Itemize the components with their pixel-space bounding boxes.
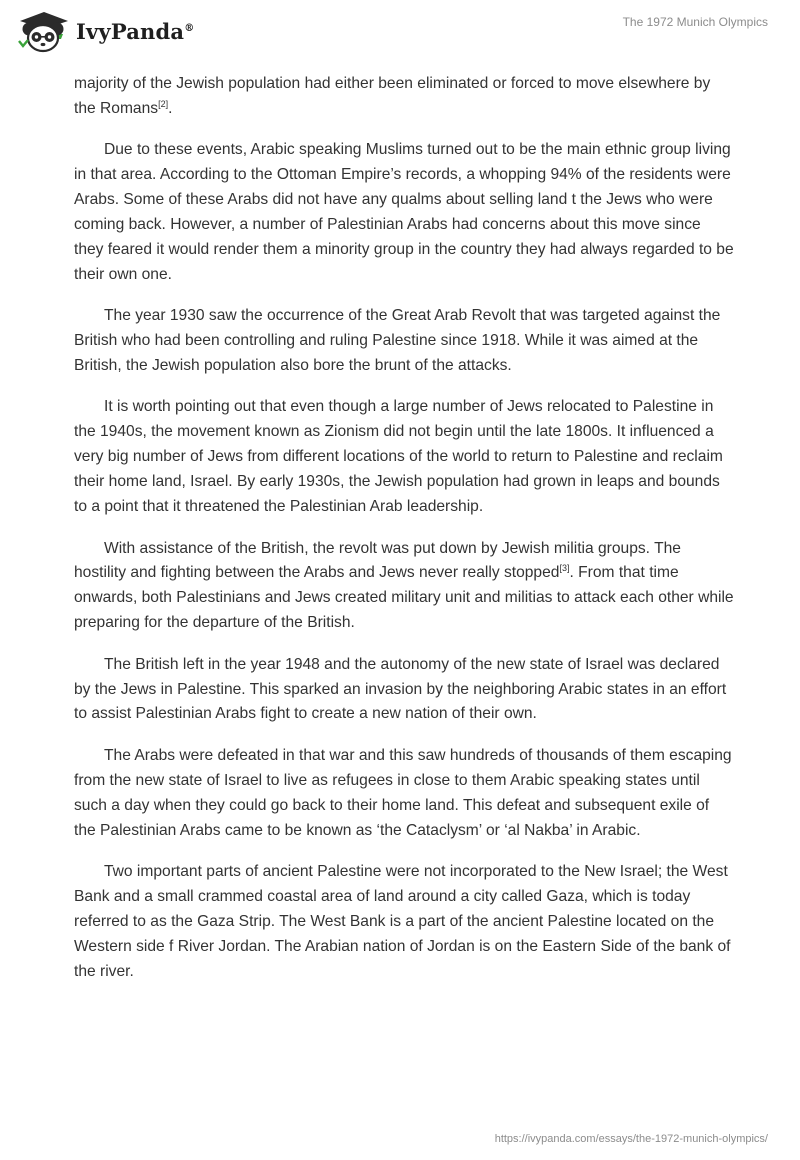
- paragraph-1: majority of the Jewish population had either been eliminated or forced to move elsewhere by the Romans[2].: [74, 75, 711, 117]
- paragraph-4: It is worth pointing out that even though a large number of Jews relocated to Palestine in the 1940s, the movement known as Zionism did not begin until the late 1800s. It influenced a very big number of Jews from different locations of the world to return to Palestine and reclaim their home land, Israel. By early 1930s, the Jewish population had grown in leaps and bounds to a point that it threatened the Palestinian Arab leadership.: [74, 398, 723, 516]
- paragraph-5: With assistance of the British, the revolt was put down by Jewish militia groups. The hostility and fighting between the Arabs and Jews never really stopped[3]. From that time onwards, both Palestinians and Jews created military unit and militias to attack each other while preparing for the departure of the British.: [74, 539, 734, 632]
- essay-body: [74, 72, 734, 1001]
- source-url[interactable]: https://ivypanda.com/essays/the-1972-munich-olympics/: [494, 1133, 768, 1145]
- brand-name: IvyPanda®: [76, 18, 195, 44]
- panda-graduate-logo-icon: [14, 8, 70, 54]
- paragraph-7: The Arabs were defeated in that war and this saw hundreds of thousands of them escaping from the new state of Israel to live as refugees in close to them Arabic speaking states until such a day when they could go back to their home land. This defeat and subsequent exile of the Palestinian Arabs came to be known as ‘the Cataclysm’ or ‘al Nakba’ in Arabic.: [74, 746, 732, 839]
- site-logo[interactable]: [14, 8, 194, 54]
- paragraph-8: Two important parts of ancient Palestine were not incorporated to the New Israel; the West Bank and a small crammed coastal area of land around a city called Gaza, which is today referred to as the Gaza Strip. The West Bank is a part of the ancient Palestine located on the Western side f River Jordan. The Arabian nation of Jordan is on the Eastern Side of the bank of the river.: [74, 862, 731, 980]
- paragraph-2: Due to these events, Arabic speaking Muslims turned out to be the main ethnic group living in that area. According to the Ottoman Empire’s records, a whopping 94% of the residents were Arabs. Some of these Arabs did not have any qualms about selling land t the Jews who were coming back. However, a number of Palestinian Arabs had concerns about this move since they feared it would render them a minority group in the country they had always regarded to be their own one.: [74, 141, 734, 283]
- footnote-ref-2[interactable]: [2]: [158, 98, 169, 109]
- paragraph-6: The British left in the year 1948 and the autonomy of the new state of Israel was declared by the Jews in Palestine. This sparked an invasion by the neighboring Arabic states in an effort to assist Palestinian Arabs fight to create a new nation of their own.: [74, 655, 727, 723]
- paragraph-3: The year 1930 saw the occurrence of the Great Arab Revolt that was targeted against the British who had been controlling and ruling Palestine since 1918. While it was aimed at the British, the Jewish population also bore the brunt of the attacks.: [74, 307, 721, 375]
- footnote-ref-3[interactable]: [3]: [559, 563, 570, 574]
- document-title: The 1972 Munich Olympics: [622, 15, 768, 29]
